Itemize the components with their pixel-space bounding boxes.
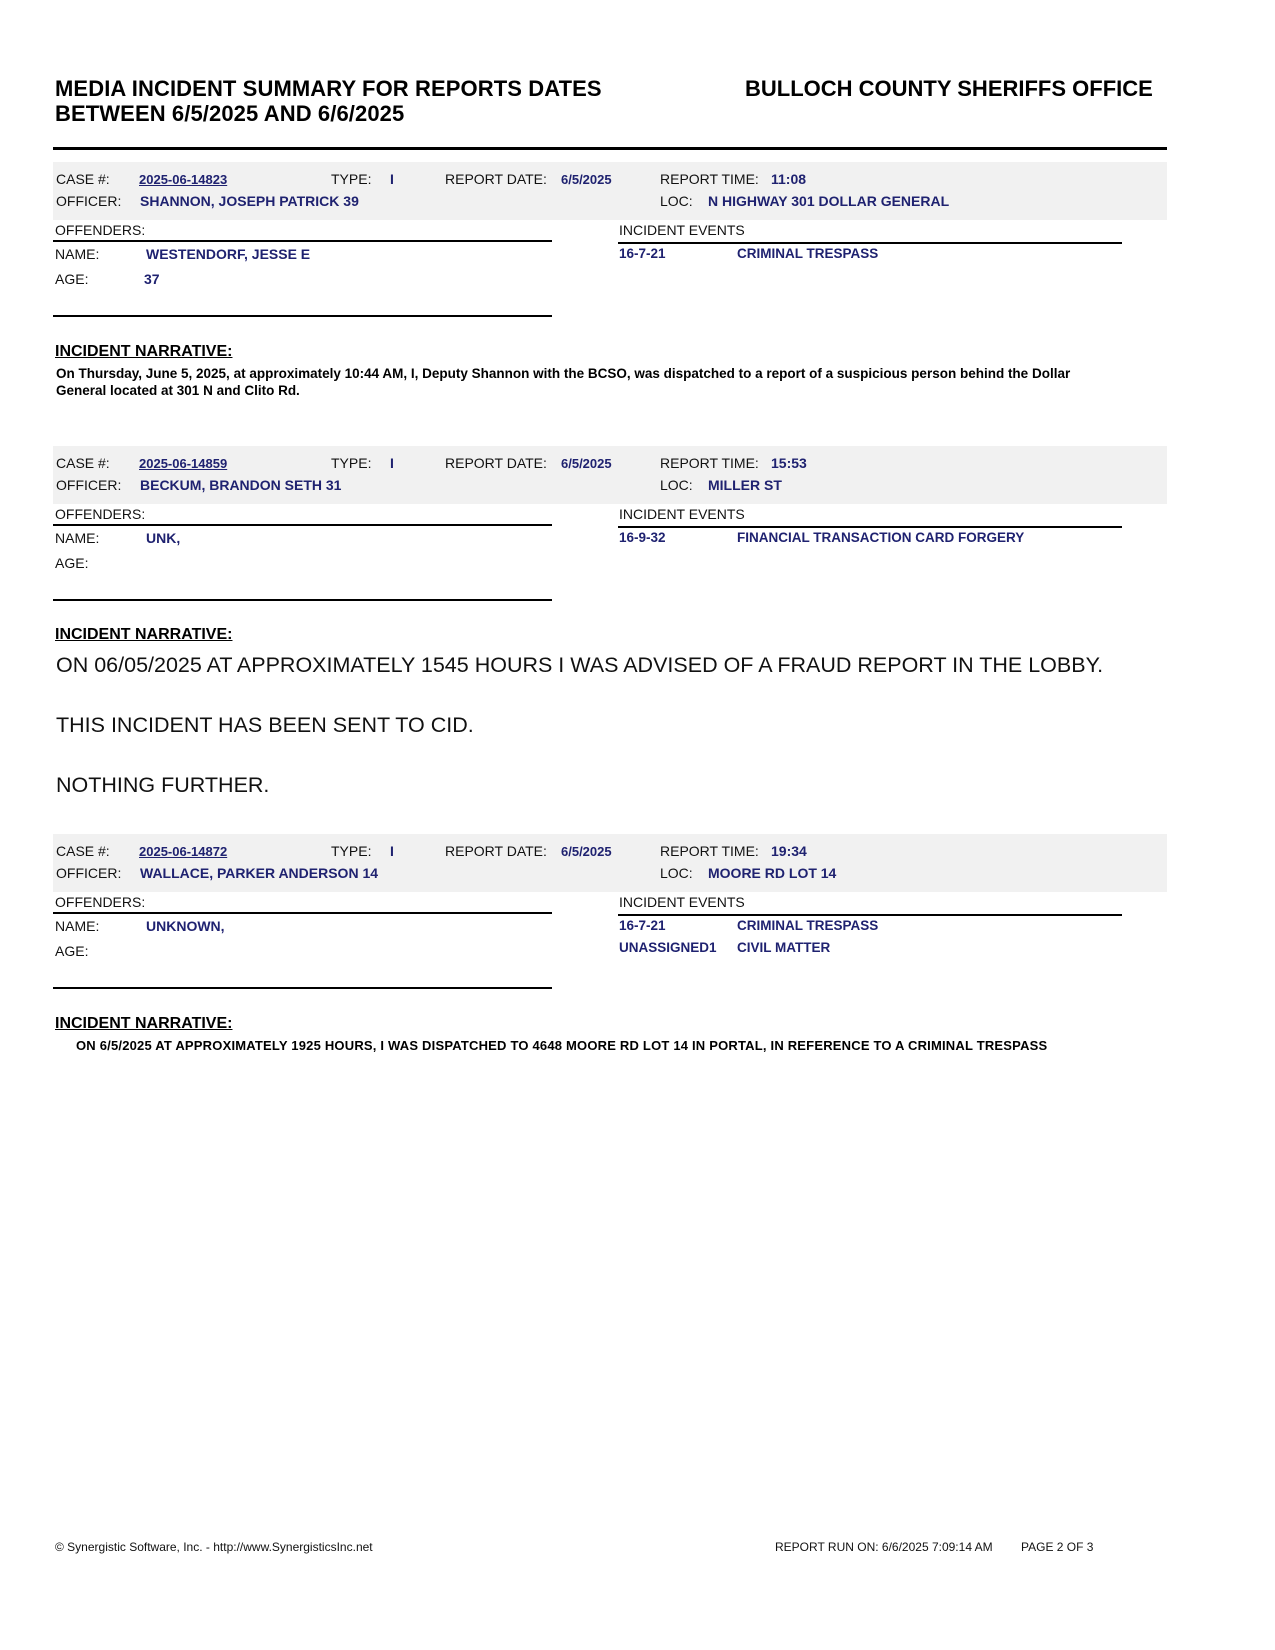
event-description: CRIMINAL TRESPASS <box>737 918 879 933</box>
offenders-bottom-rule <box>53 599 552 601</box>
event-description: CRIMINAL TRESPASS <box>737 246 879 261</box>
title-line-2: BETWEEN 6/5/2025 AND 6/6/2025 <box>55 101 405 126</box>
case-header-band <box>53 446 1167 504</box>
incident-events-label: INCIDENT EVENTS <box>619 222 745 238</box>
narrative-title: INCIDENT NARRATIVE: <box>55 626 233 643</box>
loc-label: LOC: <box>660 865 693 881</box>
title-line-1: MEDIA INCIDENT SUMMARY FOR REPORTS DATES <box>55 76 602 101</box>
incident-events-label: INCIDENT EVENTS <box>619 894 745 910</box>
header-divider <box>53 147 1167 150</box>
name-label: NAME: <box>55 246 100 262</box>
officer-value: SHANNON, JOSEPH PATRICK 39 <box>140 193 359 209</box>
report-date-value: 6/5/2025 <box>561 172 612 187</box>
offenders-rule <box>53 240 552 242</box>
report-time-value: 15:53 <box>771 455 807 471</box>
report-time-label: REPORT TIME: <box>660 455 759 471</box>
type-value: I <box>390 843 394 859</box>
loc-value: N HIGHWAY 301 DOLLAR GENERAL <box>708 193 950 209</box>
offender-name: UNK, <box>146 530 181 546</box>
report-date-value: 6/5/2025 <box>561 456 612 471</box>
officer-label: OFFICER: <box>56 193 122 209</box>
loc-value: MILLER ST <box>708 477 782 493</box>
page-title <box>55 76 675 126</box>
events-rule <box>618 242 1122 244</box>
loc-label: LOC: <box>660 477 693 493</box>
officer-value: BECKUM, BRANDON SETH 31 <box>140 477 342 493</box>
case-number-link[interactable]: 2025-06-14823 <box>139 172 228 187</box>
report-run-timestamp: REPORT RUN ON: 6/6/2025 7:09:14 AM <box>775 1540 993 1554</box>
type-label: TYPE: <box>331 455 372 471</box>
narrative-text: ON 6/5/2025 AT APPROXIMATELY 1925 HOURS, I WAS DISPATCHED TO 4648 MOORE RD LOT 14 IN PORTAL, IN REFERENCE TO A CRIMINAL TRESPASS <box>76 1038 1048 1053</box>
case-number-label: CASE #: <box>56 455 110 471</box>
event-code: 16-9-32 <box>619 530 666 545</box>
officer-label: OFFICER: <box>56 865 122 881</box>
incident-events-label: INCIDENT EVENTS <box>619 506 745 522</box>
page-number: PAGE 2 OF 3 <box>1021 1540 1094 1554</box>
type-label: TYPE: <box>331 843 372 859</box>
events-rule <box>618 526 1122 528</box>
offenders-label: OFFENDERS: <box>55 222 146 238</box>
case-header-band <box>53 834 1167 892</box>
agency-name: BULLOCH COUNTY SHERIFFS OFFICE <box>745 76 1153 101</box>
loc-label: LOC: <box>660 193 693 209</box>
type-label: TYPE: <box>331 171 372 187</box>
offender-age: 37 <box>144 271 160 287</box>
offenders-bottom-rule <box>53 315 552 317</box>
event-code: 16-7-21 <box>619 918 666 933</box>
report-time-label: REPORT TIME: <box>660 171 759 187</box>
report-date-value: 6/5/2025 <box>561 844 612 859</box>
narrative-text <box>56 651 1196 831</box>
officer-value: WALLACE, PARKER ANDERSON 14 <box>140 865 379 881</box>
age-label: AGE: <box>55 271 89 287</box>
narrative-title: INCIDENT NARRATIVE: <box>55 343 233 360</box>
narrative-line: ON 06/05/2025 AT APPROXIMATELY 1545 HOURS I WAS ADVISED OF A FRAUD REPORT IN THE LOBBY. <box>56 653 1104 677</box>
report-time-value: 19:34 <box>771 843 807 859</box>
report-time-value: 11:08 <box>771 171 807 187</box>
type-value: I <box>390 171 394 187</box>
report-date-label: REPORT DATE: <box>445 455 547 471</box>
officer-label: OFFICER: <box>56 477 122 493</box>
narrative-line: THIS INCIDENT HAS BEEN SENT TO CID. <box>56 713 474 737</box>
event-description: CIVIL MATTER <box>737 940 831 955</box>
case-number-link[interactable]: 2025-06-14872 <box>139 844 228 859</box>
age-label: AGE: <box>55 943 89 959</box>
offenders-label: OFFENDERS: <box>55 894 146 910</box>
event-description: FINANCIAL TRANSACTION CARD FORGERY <box>737 530 1025 545</box>
case-number-label: CASE #: <box>56 171 110 187</box>
narrative-title: INCIDENT NARRATIVE: <box>55 1015 233 1032</box>
offender-name: UNKNOWN, <box>146 918 225 934</box>
offenders-rule <box>53 912 552 914</box>
report-date-label: REPORT DATE: <box>445 171 547 187</box>
offenders-label: OFFENDERS: <box>55 506 146 522</box>
case-header-band <box>53 162 1167 220</box>
offenders-rule <box>53 524 552 526</box>
name-label: NAME: <box>55 918 100 934</box>
copyright-footer: © Synergistic Software, Inc. - http://www.SynergisticsInc.net <box>55 1540 373 1554</box>
type-value: I <box>390 455 394 471</box>
report-date-label: REPORT DATE: <box>445 843 547 859</box>
case-number-link[interactable]: 2025-06-14859 <box>139 456 228 471</box>
narrative-line: NOTHING FURTHER. <box>56 773 270 797</box>
loc-value: MOORE RD LOT 14 <box>708 865 837 881</box>
offenders-bottom-rule <box>53 987 552 989</box>
event-code: UNASSIGNED1 <box>619 940 717 955</box>
events-rule <box>618 914 1122 916</box>
case-number-label: CASE #: <box>56 843 110 859</box>
offender-name: WESTENDORF, JESSE E <box>146 246 311 262</box>
report-time-label: REPORT TIME: <box>660 843 759 859</box>
event-code: 16-7-21 <box>619 246 666 261</box>
name-label: NAME: <box>55 530 100 546</box>
age-label: AGE: <box>55 555 89 571</box>
narrative-text: On Thursday, June 5, 2025, at approximately 10:44 AM, I, Deputy Shannon with the BCSO, was dispatched to a report of a suspicious person behind the Dollar General located at 301 N and Clito Rd. <box>56 366 1071 398</box>
